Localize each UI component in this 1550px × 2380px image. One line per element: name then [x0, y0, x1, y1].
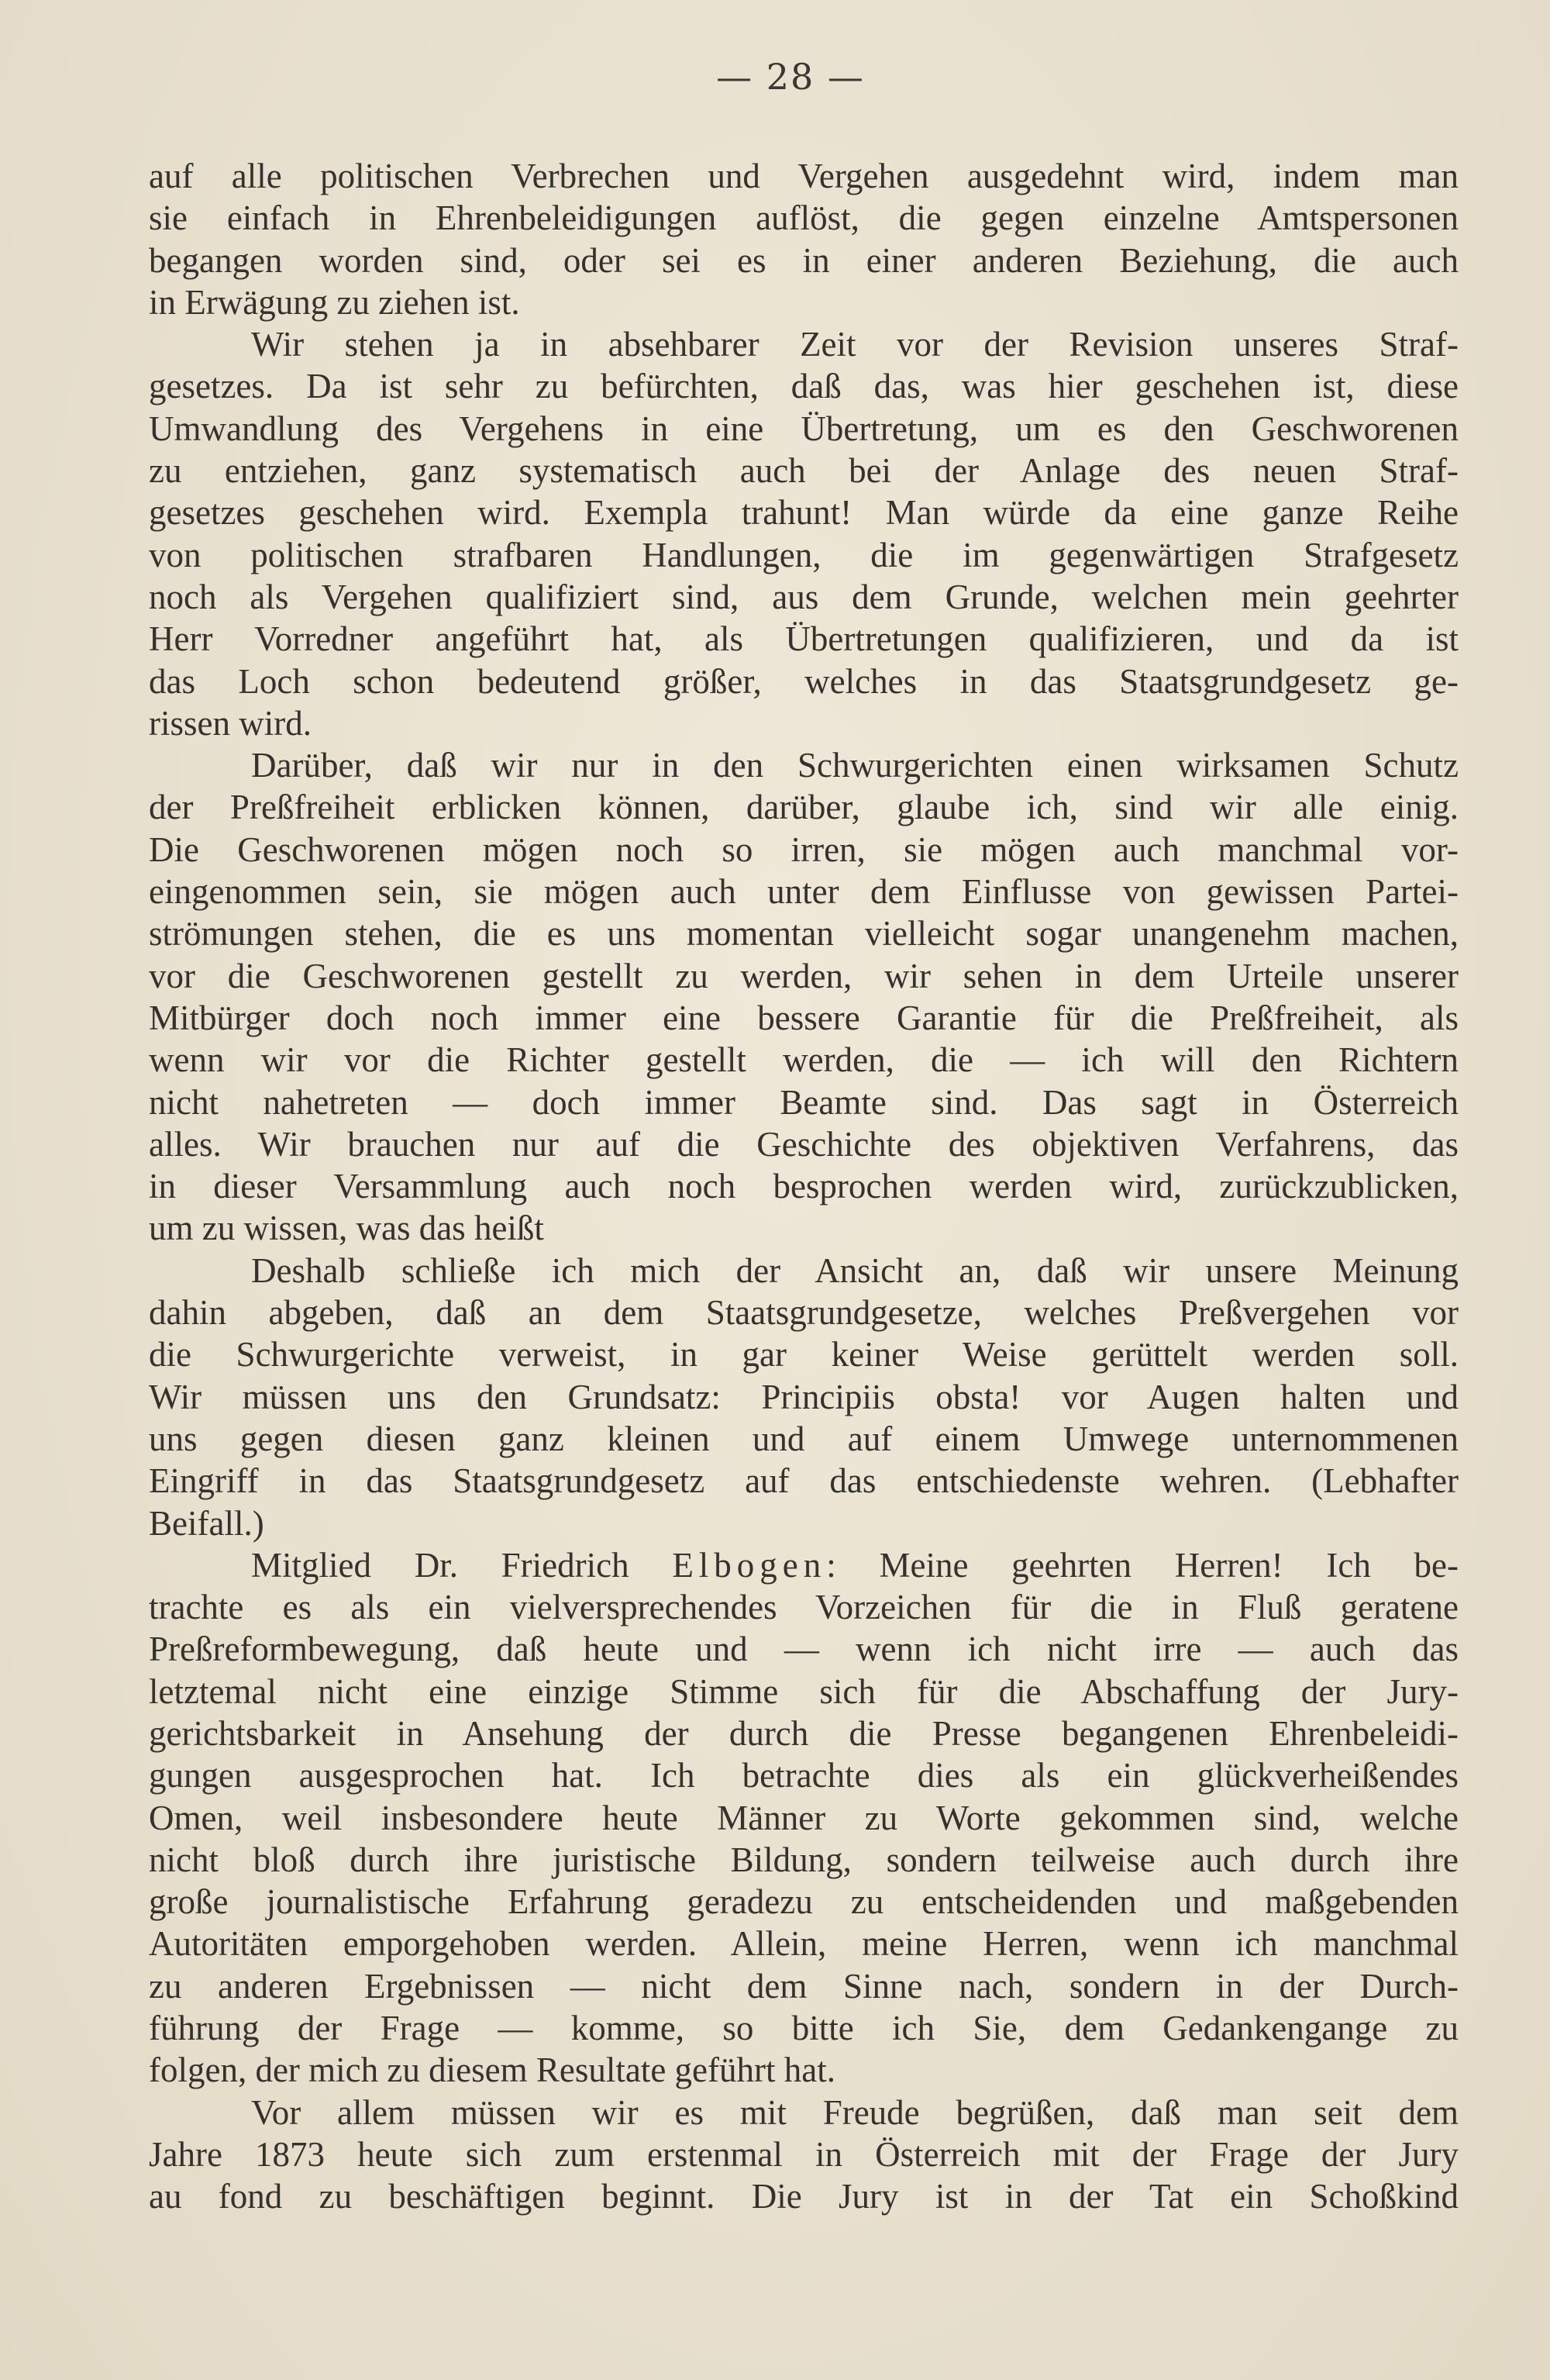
text-line: Wir stehen ja in absehbarer Zeit vor der Revision unseres Straf-: [251, 325, 1459, 364]
speaker-name: Elbogen: [672, 1545, 827, 1585]
text-line: folgen, der mich zu diesem Resultate geführt hat.: [149, 2051, 835, 2090]
text-line: strömungen stehen, die es uns momentan vielleicht sogar unangenehm machen,: [149, 914, 1459, 954]
page-number: — 28 —: [716, 56, 865, 98]
text-line: dahin abgeben, daß an dem Staatsgrundgesetze, welches Preßvergehen vor: [149, 1293, 1459, 1333]
text-line: letztemal nicht eine einzige Stimme sich für die Abschaffung der Jury-: [149, 1671, 1459, 1711]
text-line: begangen worden sind, oder sei es in einer anderen Beziehung, die auch: [149, 240, 1459, 280]
text-line: wenn wir vor die Richter gestellt werden, die — ich will den Richtern: [149, 1040, 1459, 1080]
speaker-prefix: Mitglied Dr. Friedrich: [251, 1545, 673, 1585]
text-line: Umwandlung des Vergehens in eine Übertretung, um es den Geschworenen: [149, 409, 1459, 448]
text-line: gungen ausgesprochen hat. Ich betrachte dies als ein glückverheißendes: [149, 1756, 1459, 1795]
text-line: Jahre 1873 heute sich zum erstenmal in Österreich mit der Frage der Jury: [149, 2134, 1459, 2174]
text-line: die Schwurgerichte verweist, in gar keiner Weise gerüttelt werden soll.: [149, 1335, 1459, 1375]
text-line: Preßreformbewegung, daß heute und — wenn ich nicht irre — auch das: [149, 1630, 1459, 1669]
text-line: große journalistische Erfahrung geradezu zu entscheidenden und maßgebenden: [149, 1882, 1459, 1922]
text-line: der Preßfreiheit erblicken können, darüber, glaube ich, sind wir alle einig.: [149, 788, 1459, 827]
text-line: in Erwägung zu ziehen ist.: [149, 282, 520, 322]
text-line: Deshalb schließe ich mich der Ansicht an, daß wir unsere Meinung: [251, 1250, 1459, 1290]
text-line: Vor allem müssen wir es mit Freude begrüßen, daß man seit dem: [251, 2092, 1459, 2132]
paragraph: [149, 155, 1459, 323]
text-line: Darüber, daß wir nur in den Schwurgerichten einen wirksamen Schutz: [251, 746, 1459, 785]
text-line: rissen wird.: [149, 703, 312, 743]
body-text: [149, 155, 1459, 2218]
text-line: Herr Vorredner angeführt hat, als Übertretungen qualifizieren, und da ist: [149, 619, 1459, 659]
paragraph: [149, 1250, 1459, 1544]
speaker-suffix: : Meine geehrten Herren! Ich be-: [826, 1545, 1459, 1585]
text-line: uns gegen diesen ganz kleinen und auf einem Umwege unternommenen: [149, 1419, 1459, 1458]
text-line: eingenommen sein, sie mögen auch unter dem Einflusse von gewissen Partei-: [149, 872, 1459, 912]
text-line: Omen, weil insbesondere heute Männer zu Worte gekommen sind, welche: [149, 1798, 1459, 1837]
text-line: von politischen strafbaren Handlungen, die im gegenwärtigen Strafgesetz: [149, 535, 1459, 574]
paragraph: [149, 323, 1459, 744]
text-line: noch als Vergehen qualifiziert sind, aus dem Grunde, welchen mein geehrter: [149, 577, 1459, 616]
text-line: führung der Frage — komme, so bitte ich Sie, dem Gedankengange zu: [149, 2009, 1459, 2048]
text-line: Beifall.): [149, 1503, 264, 1543]
text-line: zu entziehen, ganz systematisch auch bei der Anlage des neuen Straf-: [149, 451, 1459, 491]
text-line: auf alle politischen Verbrechen und Vergehen ausgedehnt wird, indem man: [149, 157, 1459, 195]
text-line: sie einfach in Ehrenbeleidigungen auflöst, die gegen einzelne Amtspersonen: [149, 198, 1459, 238]
text-line: nicht bloß durch ihre juristische Bildung, sondern teilweise auch durch ihre: [149, 1840, 1459, 1879]
text-line: das Loch schon bedeutend größer, welches in das Staatsgrundgesetz ge-: [149, 661, 1459, 701]
text-line: nicht nahetreten — doch immer Beamte sind. Das sagt in Österreich: [149, 1082, 1459, 1122]
text-line: Mitbürger doch noch immer eine bessere Garantie für die Preßfreiheit, als: [149, 998, 1459, 1037]
paragraph: [149, 744, 1459, 1250]
text-line: trachte es als ein vielversprechendes Vorzeichen für die in Fluß geratene: [149, 1588, 1459, 1627]
text-line: um zu wissen, was das heißt: [149, 1209, 544, 1248]
text-line: Autoritäten emporgehoben werden. Allein, meine Herren, wenn ich manchmal: [149, 1924, 1459, 1964]
text-line: gesetzes geschehen wird. Exempla trahunt! Man würde da eine ganze Reihe: [149, 493, 1459, 533]
text-line: Die Geschworenen mögen noch so irren, sie mögen auch manchmal vor-: [149, 830, 1459, 869]
text-line: Eingriff in das Staatsgrundgesetz auf das entschiedenste wehren. (Lebhafter: [149, 1461, 1459, 1501]
text-line: in dieser Versammlung auch noch besprochen werden wird, zurückzublicken,: [149, 1167, 1459, 1206]
text-line: Wir müssen uns den Grundsatz: Principiis obsta! vor Augen halten und: [149, 1377, 1459, 1416]
text-line: au fond zu beschäftigen beginnt. Die Jury ist in der Tat ein Schoßkind: [149, 2177, 1459, 2216]
paragraph: [149, 1544, 1459, 2092]
text-line: gerichtsbarkeit in Ansehung der durch die Presse begangenen Ehrenbeleidi-: [149, 1713, 1459, 1753]
text-line: alles. Wir brauchen nur auf die Geschichte des objektiven Verfahrens, das: [149, 1124, 1459, 1164]
text-line: vor die Geschworenen gestellt zu werden, wir sehen in dem Urteile unserer: [149, 956, 1459, 995]
text-line: gesetzes. Da ist sehr zu befürchten, daß das, was hier geschehen ist, diese: [149, 367, 1459, 406]
paragraph: [149, 2092, 1459, 2218]
text-line: zu anderen Ergebnissen — nicht dem Sinne nach, sondern in der Durch-: [149, 1966, 1459, 2006]
speaker-line: [149, 1544, 1459, 1586]
